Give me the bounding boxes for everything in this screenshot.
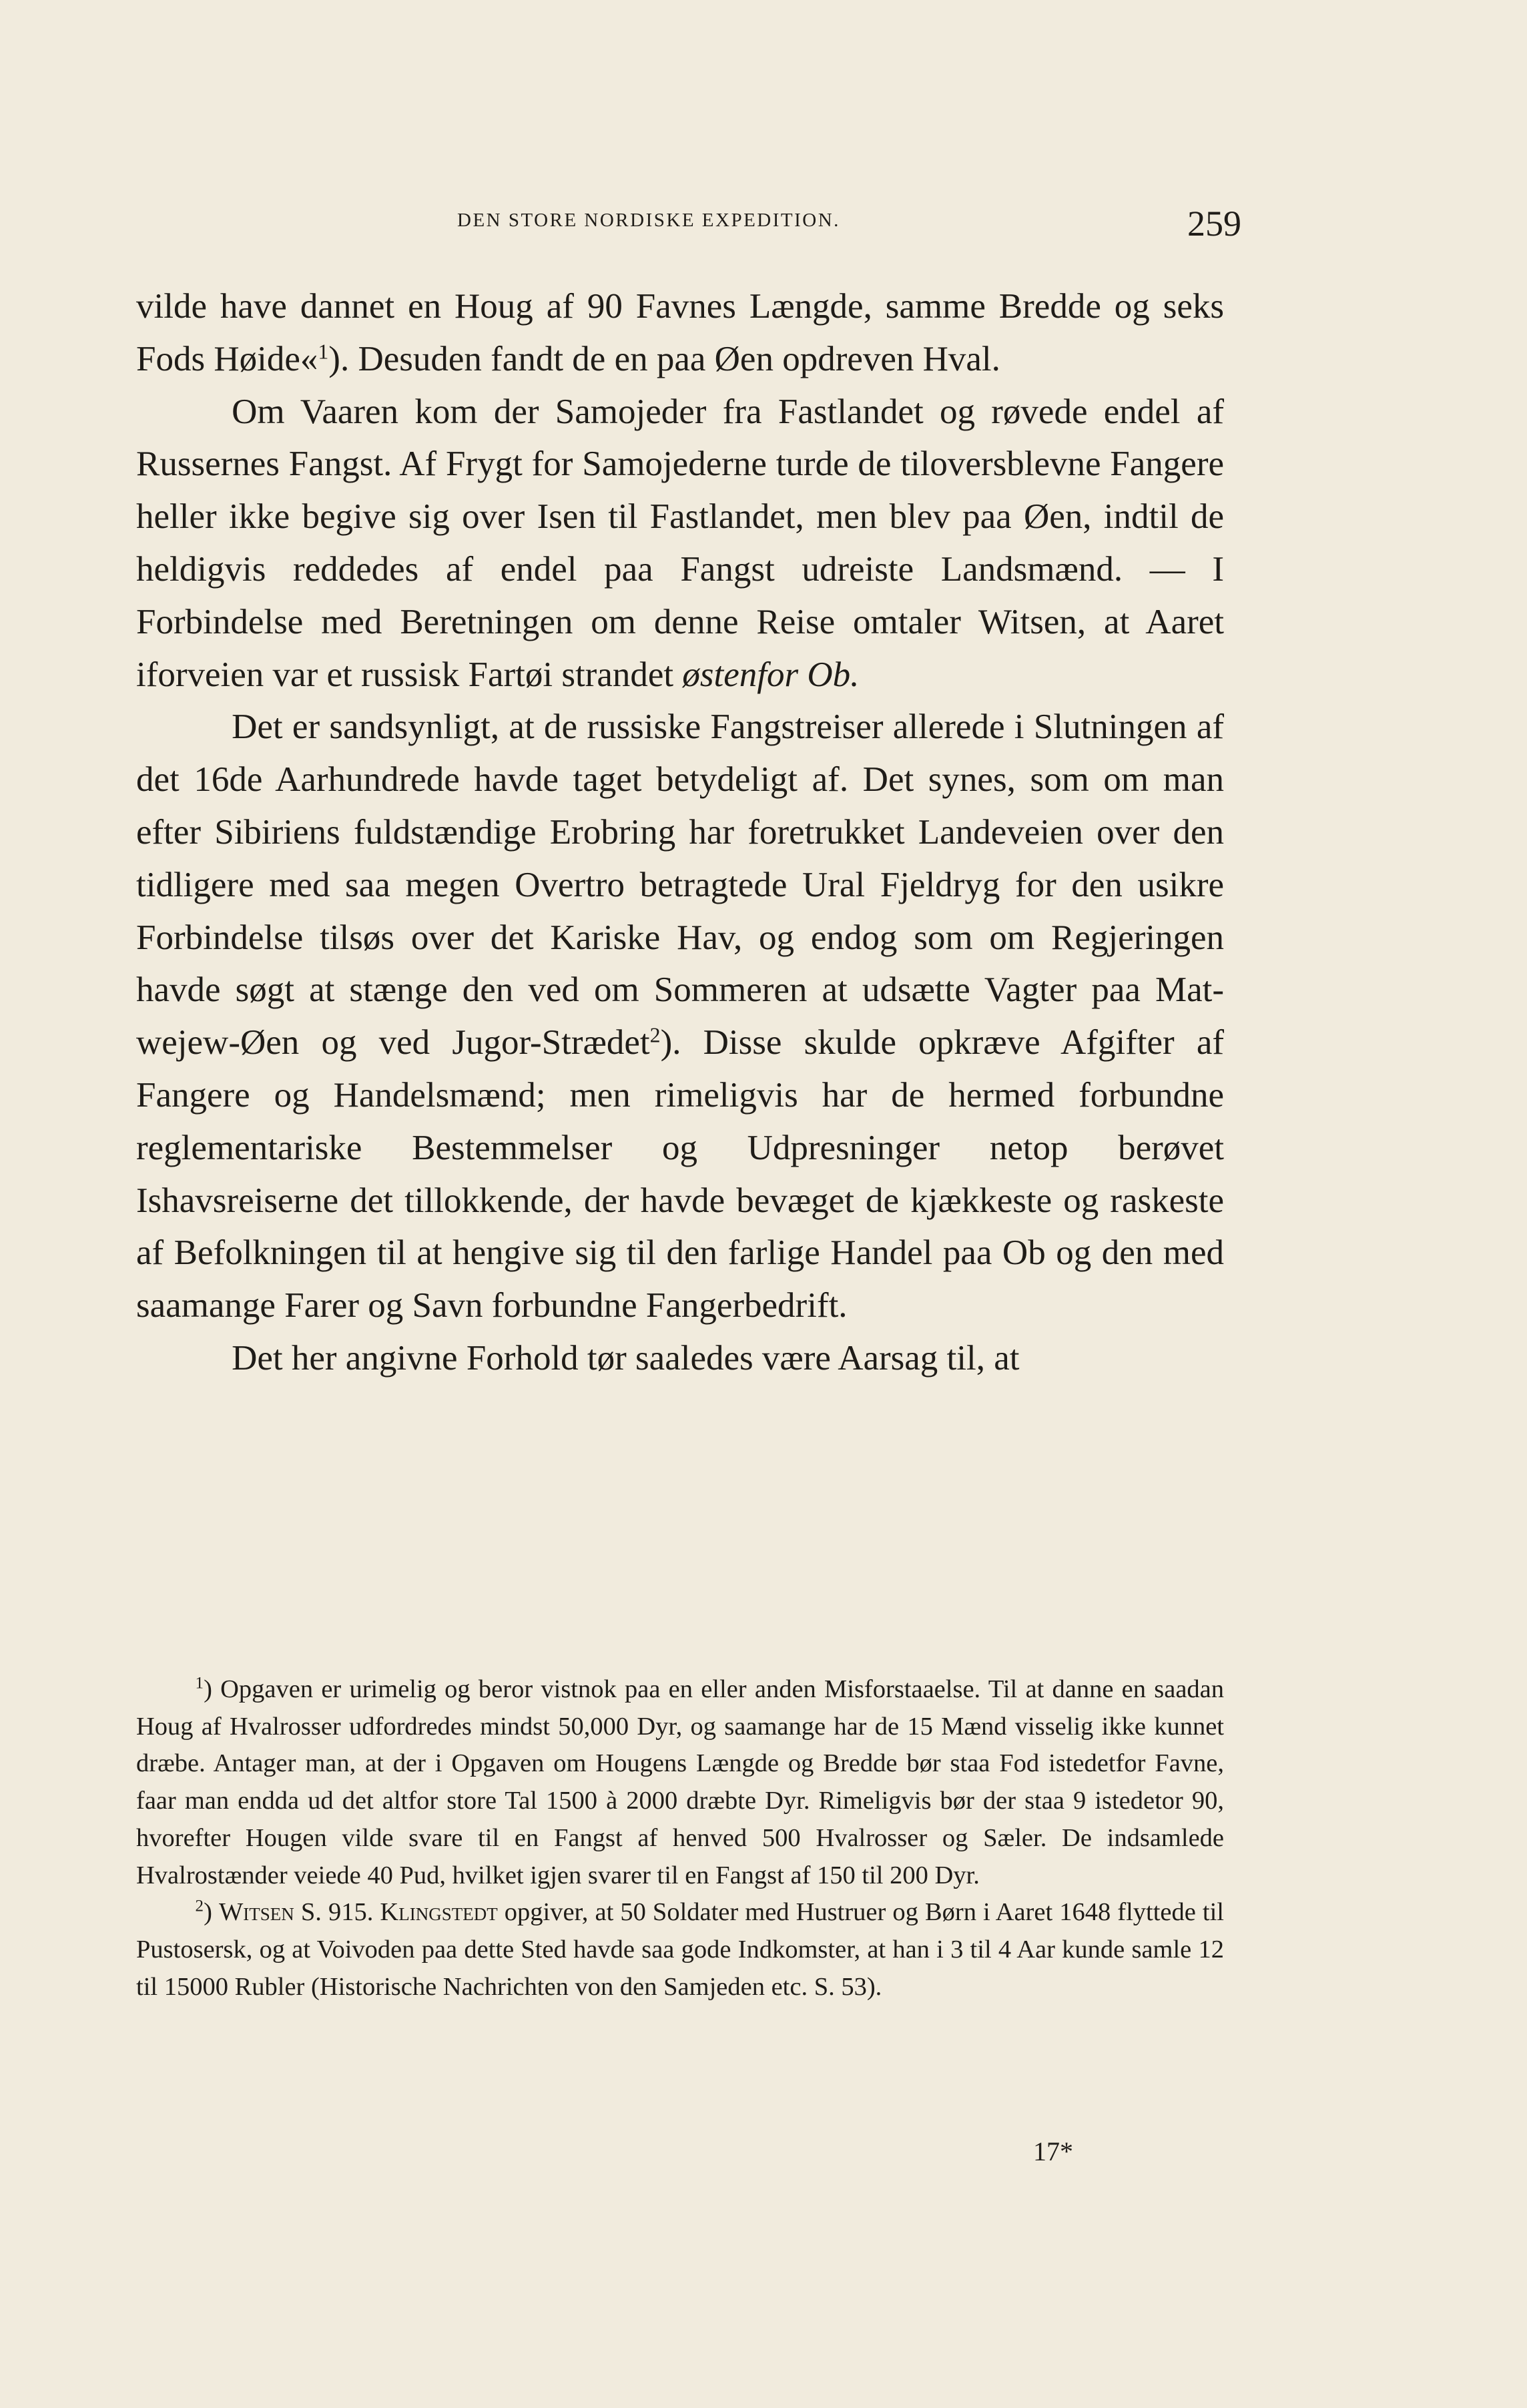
paragraph-3: Det er sandsynligt, at de russiske Fangstreiser allerede i Slutningen af det 16de Aarhundrede havde taget betydeligt af. Det synes, som om man efter Sibiriens fuldstændige Erobring har foretrukket Landeveien over den tidligere med saa megen Overtro betragtede Ural Fjeldryg for den usikre Forbindelse tilsøs over det Kariske Hav, og endog som om Regjeringen havde søgt at stænge den ved om Sommeren at udsætte Vagter paa Matwejew-Øen og ved Jugor-Strædet$^2$). Disse skulde opkræve Afgifter af Fangere og Handelsmænd; men rimeligvis har de hermed forbundne reglementariske Bestemmelser og Udpresninger netop berøvet Ishavsreiserne det tillokkende, der havde bevæget de kjækkeste og raskeste af Befolkningen til at hengive sig til den farlige Handel paa Ob og den med saamange Farer og Savn forbundne Fangerbedrift.: [136, 707, 1224, 1325]
main-text: [136, 280, 1224, 1385]
footnote-mark-2: 2: [195, 1897, 204, 1915]
page-number: 259: [1187, 204, 1241, 244]
footnote-ref-2: 2: [649, 1023, 661, 1047]
running-title: DEN STORE NORDISKE EXPEDITION.: [457, 210, 840, 231]
footnotes: [136, 1671, 1224, 2006]
italic-phrase: østenfor Ob.: [682, 655, 860, 694]
footnote-ref-1: 1: [318, 340, 329, 364]
author-witsen: Witsen: [218, 1898, 294, 1927]
footnote-mark-1: 1: [195, 1674, 204, 1693]
paragraph-1: vilde have dannet en Houg af 90 Favnes Længde, samme Bredde og seks Fods Høide«$^1$). Desuden fandt de en paa Øen opdreven Hval.: [136, 287, 1224, 378]
footnote-1: $^1$) Opgaven er urimelig og beror vistnok paa en eller anden Misforstaaelse. Til at danne en saadan Houg af Hvalrosser udfordredes mindst 50,000 Dyr, og saamange har de 15 Mænd visselig ikke kunnet dræbe. Antager man, at der i Opgaven om Hougens Længde og Bredde bør staa Fod istedetfor Favne, faar man endda ud det altfor store Tal 1500 à 2000 dræbte Dyr. Rimeligvis bør der staa 9 istedetor 90, hvorefter Hougen vilde svare til en Fangst af henved 500 Hvalrosser og Sæler. De indsamlede Hvalrostænder veiede 40 Pud, hvilket igjen svarer til en Fangst af 150 til 200 Dyr.: [136, 1674, 1224, 1889]
page-header: [133, 198, 1241, 251]
paragraph-2: Om Vaaren kom der Samojeder fra Fastlandet og røvede endel af Russernes Fangst. Af Frygt for Samojederne turde de tiloversblevne Fangere heller ikke begive sig over Isen til Fastlandet, men blev paa Øen, indtil de heldigvis reddedes af endel paa Fangst udreiste Landsmænd. — I Forbindelse med Beretningen om denne Reise omtaler Witsen, at Aaret iforveien var et russisk Fartøi strandet østenfor Ob.: [136, 392, 1224, 694]
author-klingstedt: Klingstedt: [380, 1898, 498, 1927]
footnote-2: $^2$) Witsen S. 915. Klingstedt opgiver, at 50 Soldater med Hustruer og Børn i Aaret 1648 flyttede til Pustosersk, og at Voivoden paa dette Sted havde saa gode Indkomster, at han i 3 til 4 Aar kunde samle 12 til 15000 Rubler (Historische Nachrichten von den Samjeden etc. S. 53).: [136, 1897, 1224, 2001]
signature-mark: 17*: [1033, 2136, 1073, 2166]
paragraph-4: Det her angivne Forhold tør saaledes være Aarsag til, at: [232, 1338, 1020, 1378]
